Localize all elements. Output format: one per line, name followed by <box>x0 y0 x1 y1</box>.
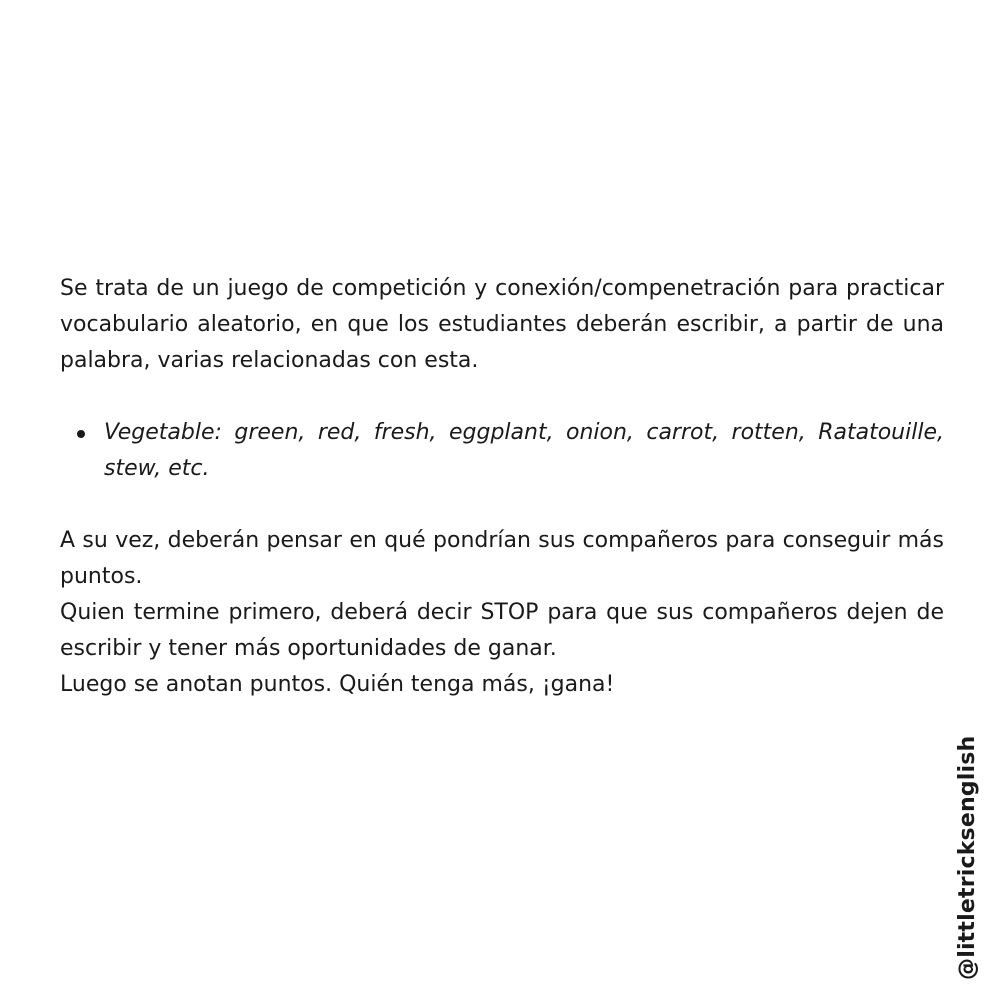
spacer <box>60 379 944 415</box>
spacer <box>60 487 944 523</box>
scoring-paragraph: Luego se anotan puntos. Quién tenga más, ¡gana! <box>60 672 615 697</box>
turn-paragraph: A su vez, deberán pensar en qué pondrían sus compañeros para conseguir más puntos. <box>60 528 944 589</box>
list-item <box>104 415 944 487</box>
example-list <box>60 415 944 487</box>
bullet-icon <box>77 430 85 438</box>
example-text: Vegetable: green, red, fresh, eggplant, onion, carrot, rotten, Ratatouille, stew, etc. <box>104 420 944 481</box>
text-body <box>60 271 944 703</box>
social-handle: @littletricksenglish <box>955 735 980 980</box>
intro-paragraph: Se trata de un juego de competición y conexión/compenetración para practicar vocabulario aleatorio, en que los estudiantes deberán escribir, a partir de una palabra, varias relacionadas con esta. <box>60 276 944 373</box>
stop-paragraph: Quien termine primero, deberá decir STOP para que sus compañeros dejen de escribir y tener más oportunidades de ganar. <box>60 600 944 661</box>
